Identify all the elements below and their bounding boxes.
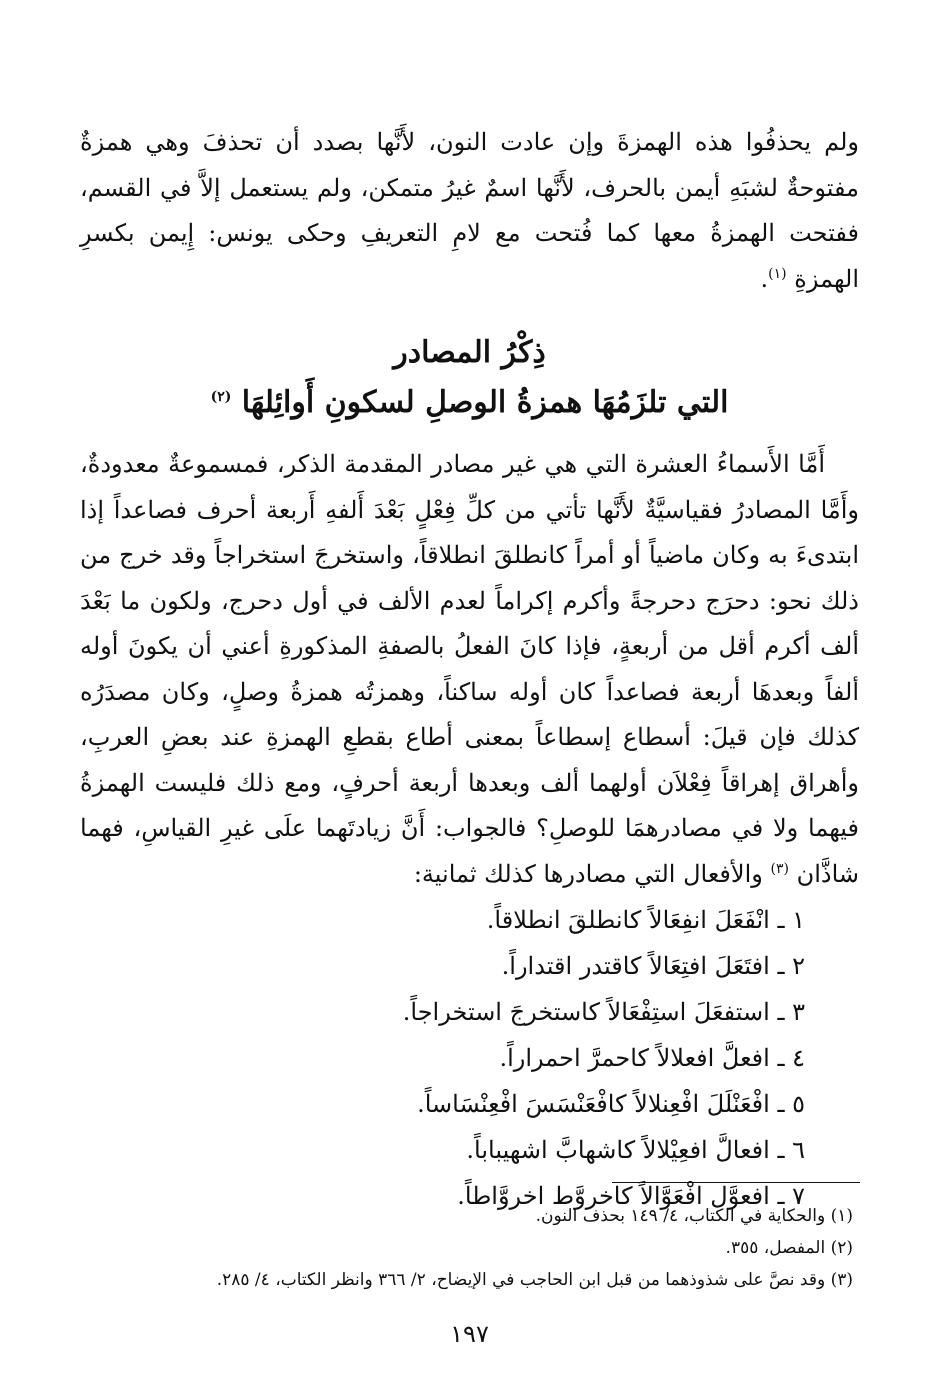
section-heading — [80, 328, 859, 428]
list-item: ٧ ـ افعوَّل افْعَوَّالاً كاخروَّط اخروَّاطاً. — [457, 1182, 805, 1210]
list-item: ٢ ـ افتَعَلَ افتِعَالاً كاقتدر اقتداراً. — [501, 952, 805, 980]
heading-line-2-wrap — [80, 378, 859, 428]
footnotes — [80, 1200, 859, 1296]
heading-line-1: ذِكْرُ المصادر — [393, 335, 546, 370]
page-number: ١٩٧ — [450, 1320, 489, 1348]
body-paragraph — [80, 442, 859, 897]
footnote-3: (٣) وقد نصَّ على شذوذهما من قبل ابن الحاجب في الإيضاح، ٢/ ٣٦٦ وانظر الكتاب، ٤/ ٢٨٥. — [216, 1270, 853, 1290]
list-item: ٤ ـ افعلَّ افعلالاً كاحمرَّ احمراراً. — [499, 1044, 805, 1072]
intro-text-block — [80, 120, 859, 302]
body-text-block — [80, 442, 859, 897]
footnote-marker-2: (٢) — [210, 389, 232, 405]
footnote-marker-3: (٣) — [770, 860, 789, 877]
list-item: ١ ـ انْفَعَلَ انفِعَالاً كانطلقَ انطلاقاً. — [486, 906, 805, 934]
footnote-2: (٢) المفصل، ٣٥٥. — [725, 1238, 853, 1258]
list-item: ٦ ـ افعالَّ افعِيْلالاً كاشهابَّ اشهيباباً. — [466, 1136, 805, 1164]
intro-end: . — [760, 264, 769, 293]
footnote-marker-1: (١) — [768, 265, 787, 282]
intro-text: ولم يحذفُوا هذه الهمزةَ وإن عادت النون، لأَنَّها بصدد أن تحذفَ وهي همزةٌ مفتوحةٌ لشبَهِ أيمن بالحرف، لأَنَّها اسمٌ غيرُ متمكن، ولم يستعمل إلاَّ في القسم، ففتحت الهمزةُ معها كما فُتحت مع لامِ التعريفِ وحكى يونس: إِيمن بكسرِ الهمزةِ — [80, 128, 859, 293]
intro-paragraph — [80, 120, 859, 302]
verb-forms-list — [80, 897, 859, 1219]
heading-line-2: التي تلزَمُهَا همزةُ الوصلِ لسكونِ أَوائِلهَا — [241, 385, 729, 420]
footnote-1: (١) والحكاية في الكتاب، ٤/ ١٤٩ بحذف النون. — [535, 1206, 853, 1226]
list-item: ٣ ـ استفعَلَ استِفْعَالاً كاستخرجَ استخراجاً. — [402, 998, 805, 1026]
body-text-part-1: أَمَّا الأَسماءُ العشرة التي هي غير مصادر المقدمة الذكر، فمسموعةٌ معدودةٌ، وأَمَّا المصادرُ فقياسيَّةٌ لأَنَّها تأتي من كلِّ فِعْلٍ بَعْدَ أَلفهِ أَربعة أحرف فصاعداً إذا ابتدىءَ به وكان ماضياً أو أمراً كانطلقَ انطلاقاً، واستخرجَ استخراجاً وقد خرج من ذلك نحو: دحرَج دحرجةً وأكرم إكراماً لعدم الألف في أول دحرج، ولكون ما بَعْدَ ألف أكرم أقل من أربعةٍ، فإذا كانَ الفعلُ بالصفةِ المذكورةِ أعني أن يكونَ أوله ألفاً وبعدهَا أربعة فصاعداً كان أوله ساكناً، وهمزتُه همزةُ وصلٍ، وكان مصدَرُه كذلك فإن قيلَ: أسطاع إسطاعاً بمعنى أطاع بقطعِ الهمزةِ عند بعضِ العربِ، وأهراق إهراقاً فِعْلاَن أولهما ألف وبعدها أربعة أحرفٍ، ومع ذلك فليست الهمزةُ فيهما ولا في مصادرهمَا للوصلِ؟ فالجواب: أَنَّ زيادتَهما علَى غيرِ القياسِ، فهما شاذَّان — [80, 450, 860, 888]
footnote-divider — [612, 1182, 860, 1183]
body-text-part-2: والأفعال التي مصادرها كذلك ثمانية: — [413, 859, 763, 888]
list-item: ٥ ـ افْعَنْلَلَ افْعِنلالاً كافْعَنْسَسَ افْعِنْسَاساً. — [417, 1090, 805, 1118]
